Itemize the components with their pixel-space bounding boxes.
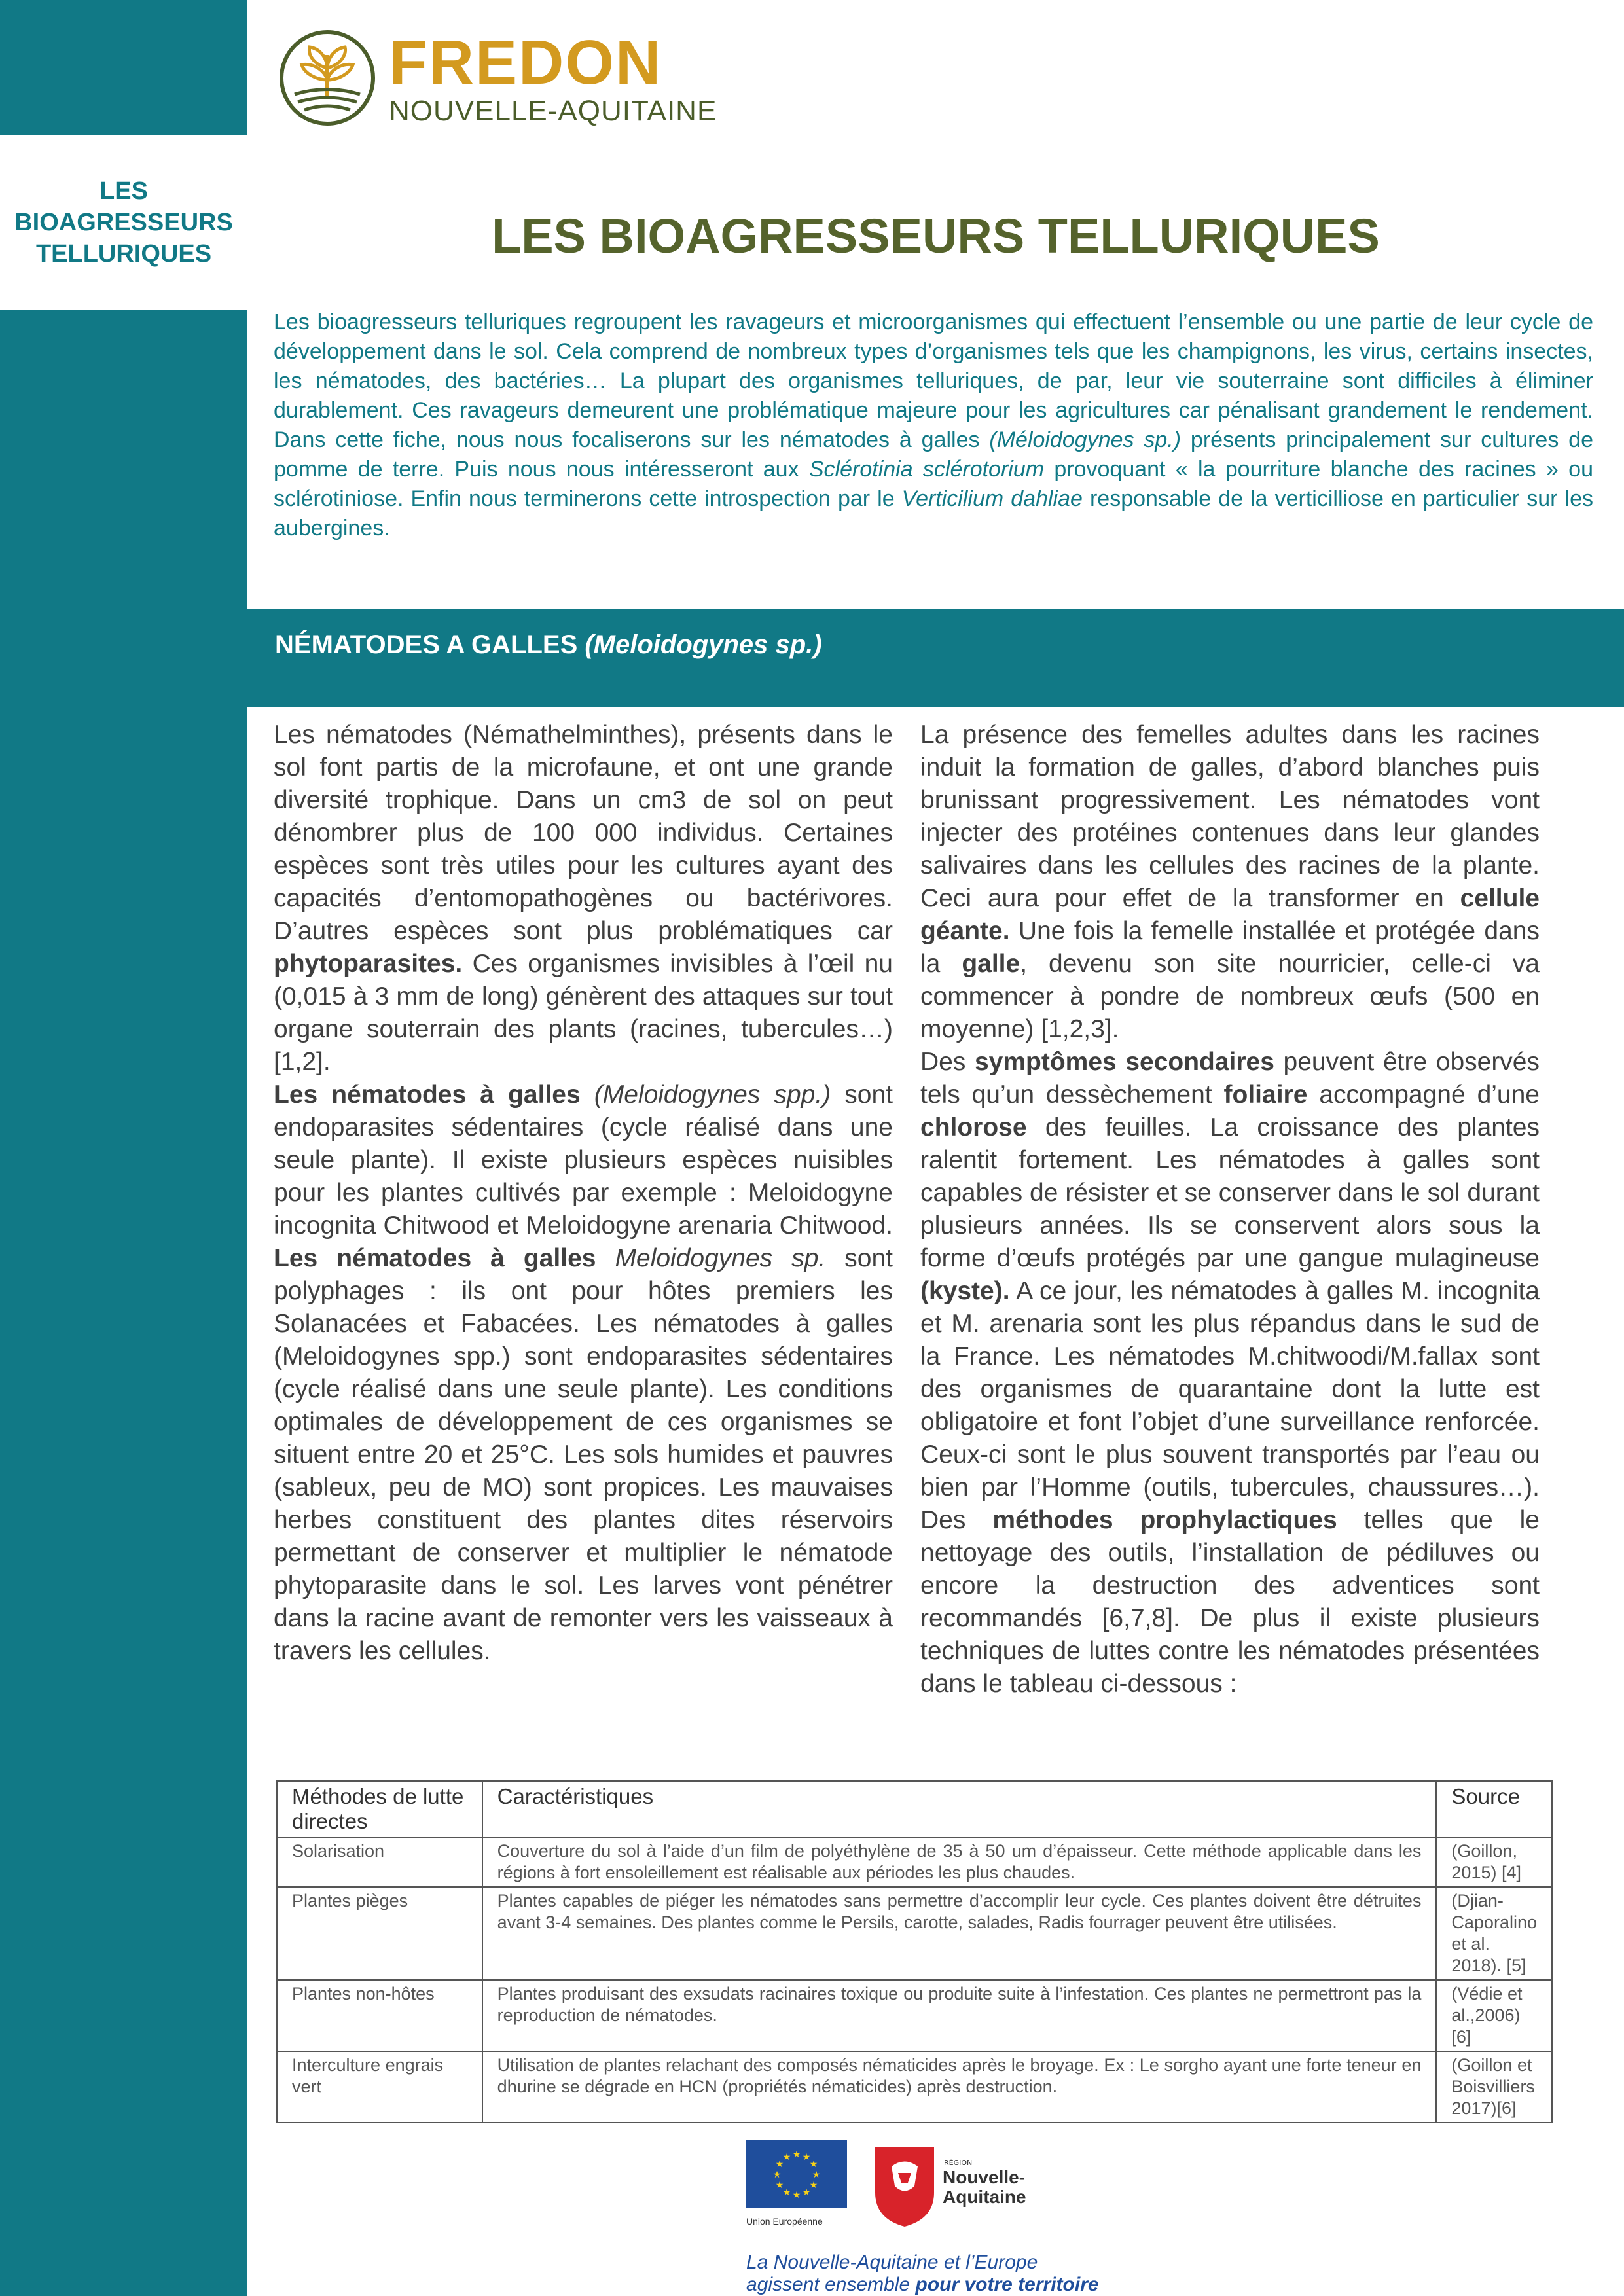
brand-subtitle: NOUVELLE-AQUITAINE — [389, 95, 717, 127]
footer-line-1: La Nouvelle-Aquitaine et l’Europe — [746, 2251, 1038, 2273]
bold-text: cellule géante. — [920, 884, 1540, 945]
footer-text-part: agissent ensemble — [746, 2274, 916, 2295]
bold-text: Les nématodes à galles — [274, 1081, 581, 1109]
bold-text: Les nématodes à galles — [274, 1244, 596, 1272]
column-header-source: Source — [1436, 1781, 1552, 1837]
intro-text: provoquant « la pourriture blanche des racines » ou sclérotiniose. Enfin nous terminerons cette introspection par le — [274, 457, 1593, 511]
intro-text: présents principalement sur cultures de pomme de terre. Puis nous nous intéresseront aux — [274, 427, 1594, 482]
svg-text:★: ★ — [775, 2180, 784, 2191]
section-title — [275, 630, 822, 660]
svg-text:Aquitaine: Aquitaine — [943, 2187, 1026, 2207]
bold-text: galle — [962, 950, 1020, 978]
text: des feuilles. La croissance des plantes ralentit fortement. Les nématodes à galles sont capables de résister et se conserver dans le sol durant plusieurs années. Ils se conservent alors sous la forme d’œufs protégés par une gangue mulagineuse — [920, 1113, 1540, 1272]
footer-logos — [746, 2140, 1041, 2245]
text: Des — [920, 1048, 975, 1076]
left-paragraph — [274, 719, 893, 1079]
eu-flag-icon — [746, 2140, 847, 2208]
column-header-characteristics: Caractéristiques — [482, 1781, 1437, 1837]
svg-text:★: ★ — [792, 2149, 801, 2160]
region-logo-icon — [872, 2140, 1036, 2232]
bold-text: méthodes prophylactiques — [992, 1506, 1337, 1534]
brand-name: FREDON — [389, 27, 662, 98]
right-paragraph — [920, 719, 1540, 1046]
fredon-logo-icon — [278, 29, 376, 127]
text: telles que le nettoyage des outils, l’installation de pédiluves ou encore la destruction des adventices sont recommandés [6,7,8]. De plus il existe plusieurs techniques de luttes contre les nématodes présentées dans le tableau ci-dessous : — [920, 1506, 1540, 1698]
svg-text:★: ★ — [782, 2187, 791, 2198]
method-cell: Plantes non-hôtes — [277, 1980, 482, 2051]
eu-caption: Union Européenne — [746, 2216, 823, 2227]
method-cell: Plantes pièges — [277, 1887, 482, 1980]
characteristics-cell: Plantes capables de piéger les nématodes sans permettre d’accomplir leur cycle. Ces plantes doivent être détruites avant 3-4 semaines. Des plantes comme le Persils, carotte, salades, Radis fourrager peuvent être utilisées. — [482, 1887, 1437, 1980]
bold-text: chlorose — [920, 1113, 1027, 1141]
bold-text: phytoparasites. — [274, 950, 463, 978]
source-cell: (Goillon, 2015) [4] — [1436, 1837, 1552, 1887]
left-paragraph — [274, 1079, 893, 1668]
table-row — [277, 1887, 1552, 1980]
svg-text:★: ★ — [812, 2170, 821, 2180]
footer-text — [746, 2251, 1099, 2296]
page-title: LES BIOAGRESSEURS TELLURIQUES — [492, 209, 1380, 263]
section-title-text: NÉMATODES A GALLES — [275, 630, 585, 659]
intro-paragraph — [274, 308, 1593, 609]
table-row — [277, 2051, 1552, 2123]
text: Les nématodes (Némathelminthes), présents dans le sol font partis de la microfaune, et ont une grande diversité trophique. Dans un cm3 de sol on peut dénombrer plus de 100 000 individus. Certaines espèces sont très utiles pour les cultures ayant des capacités d’entomopathogènes ou bactérivores. D’autres espèces sont plus problématiques car — [274, 721, 893, 945]
sidebar-label: LES BIOAGRESSEURS TELLURIQUES — [14, 177, 233, 268]
svg-text:Nouvelle-: Nouvelle- — [943, 2167, 1026, 2187]
method-cell: Solarisation — [277, 1837, 482, 1887]
italic-text: (Meloidogynes spp.) — [580, 1081, 831, 1109]
text: Ces organismes invisibles à l’œil nu (0,015 à 3 mm de long) génèrent des attaques sur tout organe souterrain des plants (racines, tubercules…) [1,2]. — [274, 950, 893, 1076]
sidebar-label-box — [0, 135, 247, 310]
text: accompagné d’une — [1307, 1081, 1540, 1109]
text: Une fois la femelle installée et protégée dans la — [920, 917, 1540, 978]
table-header-row — [277, 1781, 1552, 1837]
column-header-method: Méthodes de lutte directes — [277, 1781, 482, 1837]
svg-text:★: ★ — [792, 2190, 801, 2200]
intro-text: Les bioagresseurs telluriques regroupent les ravageurs et microorganismes qui effectuent l’ensemble ou une partie de leur cycle de développement dans le sol. Cela comprend de nombreux types d’organismes tels que les champignons, les virus, certains insectes, les nématodes, des bactéries… La plupart des organismes telluriques, de par, leur vie souterraine sont difficiles à éliminer durablement. Ces ravageurs demeurent une problématique majeure pour les agricultures car pénalisant grandement le rendement. Dans cette fiche, nous nous focaliserons sur les nématodes à galles — [274, 310, 1593, 452]
text: A ce jour, les nématodes à galles M. incognita et M. arenaria sont les plus répandus dans le sud de la France. Les nématodes M.chitwoodi/M.fallax sont des organismes de quarantaine dont la lutte est obligatoire et font l’objet d’une surveillance renforcée. Ceux-ci sont le plus souvent transportés par l’eau ou bien par l’Homme (outils, tubercules, chaussures…). Des — [920, 1277, 1540, 1534]
text: sont endoparasites sédentaires (cycle réalisé dans une seule plante). Il existe plusieurs espèces nuisibles pour les plantes cultivés par exemple : Meloidogyne incognita Chitwood et Meloidogyne arenaria Chitwood. — [274, 1081, 893, 1240]
svg-text:★: ★ — [782, 2152, 791, 2162]
intro-italic: (Méloidogynes sp.) — [989, 427, 1182, 452]
svg-text:★: ★ — [809, 2159, 818, 2170]
intro-text: responsable de la verticilliose en particulier sur les aubergines. — [274, 486, 1593, 541]
left-column — [274, 719, 893, 1668]
table-row — [277, 1980, 1552, 2051]
source-cell: (Védie et al.,2006)[6] — [1436, 1980, 1552, 2051]
section-title-italic: (Meloidogynes sp.) — [585, 630, 822, 659]
intro-italic: Sclérotinia sclérotorium — [808, 457, 1045, 482]
right-column — [920, 719, 1540, 1700]
text: , devenu son site nourricier, celle-ci va commencer à pondre de nombreux œufs (500 en moyenne) [1,2,3]. — [920, 950, 1540, 1043]
svg-text:RÉGION: RÉGION — [944, 2159, 973, 2167]
svg-text:★: ★ — [809, 2180, 818, 2191]
footer-text-bold: pour votre territoire — [915, 2274, 1099, 2295]
svg-text:★: ★ — [775, 2159, 784, 2170]
text: La présence des femelles adultes dans les racines induit la formation de galles, d’abord blanches puis brunissant progressivement. Les nématodes vont injecter des protéines contenues dans leur glandes salivaires dans les cellules des racines de la plante. Ceci aura pour effet de la transformer en — [920, 721, 1540, 912]
text: sont polyphages : ils ont pour hôtes premiers les Solanacées et Fabacées. Les nématodes à galles (Meloidogynes spp.) sont endoparasites sédentaires (cycle réalisé dans une seule plante). Les conditions optimales de développement de ces organismes se situent entre 20 et 25°C. Les sols humides et pauvres (sableux, peu de MO) sont propices. Les mauvaises herbes constituent des plantes dites réservoirs permettant de conserver et multiplier le nématode phytoparasite dans le sol. Les larves vont pénétrer dans la racine avant de remonter vers les vaisseaux à travers les cellules. — [274, 1244, 893, 1665]
intro-italic: Verticilium dahliae — [901, 486, 1083, 511]
characteristics-cell: Utilisation de plantes relachant des composés nématicides après le broyage. Ex : Le sorgho ayant une forte teneur en dhurine se dégrade en HCN (propriétés nématicides) après destruction. — [482, 2051, 1437, 2123]
footer-line-2 — [746, 2274, 1099, 2296]
bold-text: (kyste). — [920, 1277, 1010, 1305]
svg-text:★: ★ — [802, 2152, 811, 2162]
bold-text: symptômes secondaires — [974, 1048, 1274, 1076]
sidebar — [0, 0, 247, 2296]
characteristics-cell: Couverture du sol à l’aide d’un film de polyéthylène de 35 à 50 um d’épaisseur. Cette méthode applicable dans les régions à fort ensoleillement est réalisable aux périodes les plus chaudes. — [482, 1837, 1437, 1887]
method-cell: Interculture engrais vert — [277, 2051, 482, 2123]
bold-text: foliaire — [1223, 1081, 1308, 1109]
italic-text: Meloidogynes sp. — [596, 1244, 826, 1272]
table-row — [277, 1837, 1552, 1887]
source-cell: (Djian-Caporalino et al. 2018). [5] — [1436, 1887, 1552, 1980]
methods-table — [276, 1780, 1553, 2123]
source-cell: (Goillon et Boisvilliers 2017)[6] — [1436, 2051, 1552, 2123]
right-paragraph — [920, 1046, 1540, 1700]
text: peuvent être observés tels qu’un dessèchement — [920, 1048, 1540, 1109]
svg-text:★: ★ — [802, 2187, 811, 2198]
svg-text:★: ★ — [772, 2170, 782, 2180]
characteristics-cell: Plantes produisant des exsudats racinaires toxique ou produite suite à l’infestation. Ces plantes ne permettront pas la reproduction de nématodes. — [482, 1980, 1437, 2051]
